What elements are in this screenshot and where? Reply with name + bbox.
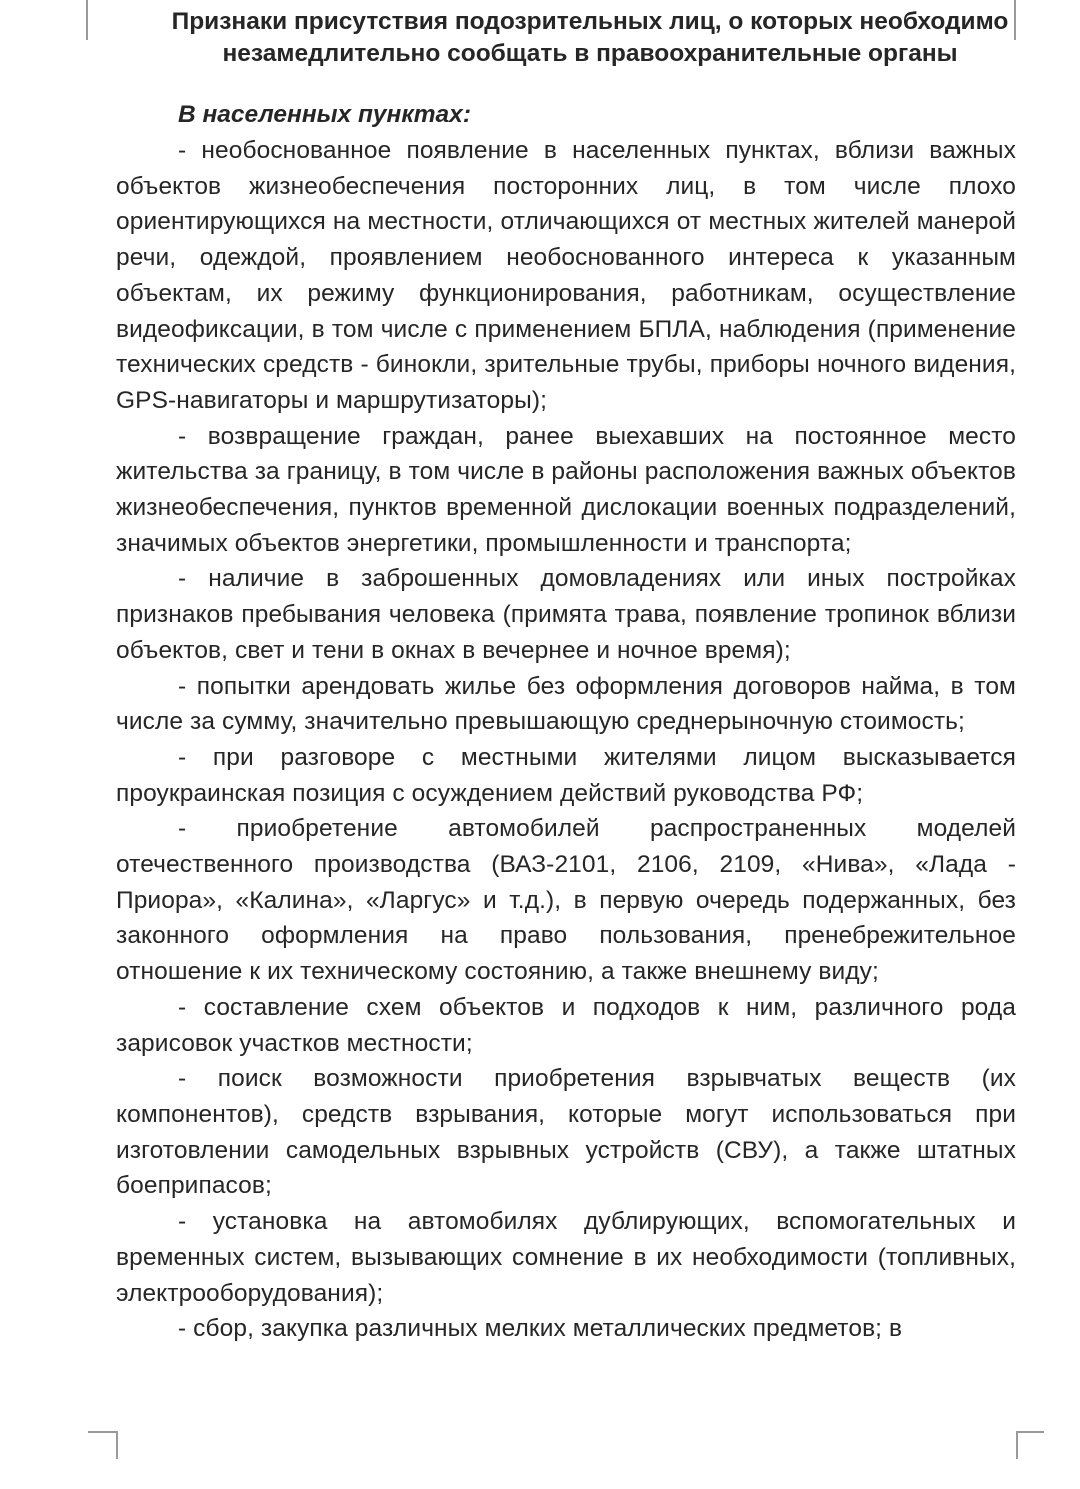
list-item: - приобретение автомобилей распространенных моделей отечественного производства (ВАЗ-2101, 2106, 2109, «Нива», «Лада - Приора», «Калина», «Ларгус» и т.д.), в первую очередь подержанных, без законного оформления на право пользования, пренебрежительное отношение к их техническому состоянию, а также внешнему виду; bbox=[116, 815, 1016, 986]
crop-mark-top-left bbox=[86, 0, 88, 40]
list-item: - необоснованное появление в населенных пунктах, вблизи важных объектов жизнеобеспечения посторонних лиц, в том числе плохо ориентирующихся на местности, отличающихся от местных жителей манерой речи, одеждой, проявлением необоснованного интереса к указанным объектам, их режиму функционирования, работникам, осуществление видеофиксации, в том числе с применением БПЛА, наблюдения (применение технических средств - бинокли, зрительные трубы, приборы ночного видения, GPS-навигаторы и маршрутизаторы); bbox=[116, 137, 1016, 414]
document-title: Признаки присутствия подозрительных лиц, о которых необходимо незамедлительно сообщать в правоохранительные органы bbox=[171, 8, 1009, 67]
list-item: - наличие в заброшенных домовладениях или иных постройках признаков пребывания человека (примята трава, появление тропинок вблизи объектов, свет и тени в окнах в вечернее и ночное время); bbox=[116, 565, 1016, 664]
list-item: - возвращение граждан, ранее выехавших на постоянное место жительства за границу, в том числе в районы расположения важных объектов жизнеобеспечения, пунктов временной дислокации военных подразделений, значимых объектов энергетики, промышленности и транспорта; bbox=[116, 422, 1016, 557]
list-item: - сбор, закупка различных мелких металлических предметов; в bbox=[178, 1315, 903, 1343]
crop-mark-bottom-left-vertical bbox=[116, 1431, 118, 1459]
crop-mark-bottom-left-horizontal bbox=[88, 1431, 116, 1433]
document-body bbox=[116, 133, 1016, 1347]
list-item: - поиск возможности приобретения взрывчатых веществ (их компонентов), средств взрывания, которые могут использоваться при изготовлении самодельных взрывных устройств (СВУ), а также штатных боеприпасов; bbox=[116, 1065, 1016, 1200]
section-heading: В населенных пунктах: bbox=[178, 101, 471, 128]
list-item: - при разговоре с местными жителями лицом высказывается проукраинская позиция с осуждением действий руководства РФ; bbox=[116, 743, 1016, 807]
crop-mark-bottom-right-vertical bbox=[1016, 1431, 1018, 1459]
list-item: - попытки арендовать жилье без оформления договоров найма, в том числе за сумму, значительно превышающую среднерыночную стоимость; bbox=[116, 672, 1016, 736]
list-item: - составление схем объектов и подходов к ним, различного рода зарисовок участков местности; bbox=[116, 993, 1016, 1057]
crop-mark-bottom-right-horizontal bbox=[1016, 1431, 1044, 1433]
list-item: - установка на автомобилях дублирующих, вспомогательных и временных систем, вызывающих сомнение в их необходимости (топливных, электрооборудования); bbox=[116, 1208, 1016, 1307]
